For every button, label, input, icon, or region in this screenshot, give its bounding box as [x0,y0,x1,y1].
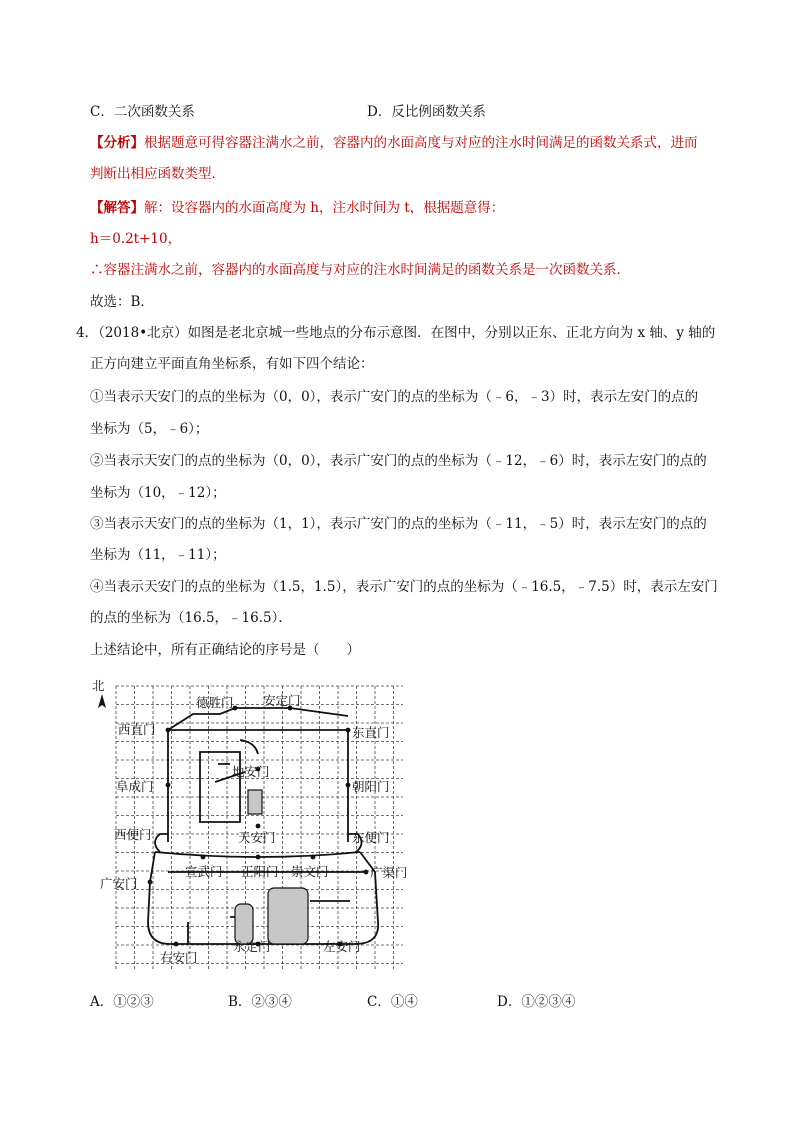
label-yongdingmen: 永定门 [233,939,271,954]
answer-b: B．②③④ [228,994,292,1010]
analysis-tag: 【分析】 [90,135,144,151]
shichahai-road [240,740,258,754]
point-xuanwumen [201,855,206,860]
solution-text: 解：设容器内的水面高度为 h，注水时间为 t，根据题意得： [144,200,505,216]
label-xuanwumen: 宣武门 [185,864,223,879]
label-chaoyangmen: 朝阳门 [352,779,390,794]
q4-c3b: 坐标为（11，﹣11）； [90,547,226,563]
point-chongwenmen [311,855,316,860]
label-fuchengmen: 阜成门 [116,779,154,794]
option-d: D．反比例函数关系 [367,104,486,120]
point-xizhimen [166,728,171,733]
label-zuoanmen: 左安门 [323,939,361,954]
q4-c1b: 坐标为（5，﹣6）； [90,421,209,437]
answer-a: A．①②③ [90,994,154,1010]
solution-line-1 [90,199,504,217]
analysis-text: 根据题意可得容器注满水之前，容器内的水面高度与对应的注水时间满足的函数关系式，进而 [144,135,698,151]
north-arrow-icon [98,694,106,708]
label-youanmen: 右安门 [160,950,198,965]
answer-d: D．①②③④ [497,994,576,1010]
solution-tag: 【解答】 [90,200,144,216]
north-wall [168,708,348,730]
q4-c3a: ③当表示天安门的点的坐标为（1，1），表示广安门的点的坐标为（﹣11，﹣5）时，表示左安门的点的 [90,516,707,532]
q4-c2a: ②当表示天安门的点的坐标为（0，0），表示广安门的点的坐标为（﹣12，﹣6）时，表示左安门的点的 [90,453,707,469]
xibianmen-corner [155,834,168,852]
point-fuchengmen [166,783,171,788]
q4-prompt: 上述结论中，所有正确结论的序号是（ ） [90,642,360,658]
label-chongwenmen: 崇文门 [291,864,329,879]
label-dianmen: 地安门 [232,764,270,779]
temple-of-agriculture [235,904,253,944]
point-chaoyangmen [346,783,351,788]
temple-of-heaven [268,888,308,944]
point-zhengyangmen [256,855,261,860]
q4-c2b: 坐标为（10，﹣12）； [90,485,226,501]
label-deshengmen: 德胜门 [196,695,234,710]
map-svg [90,672,430,977]
q4-line-2: 正方向建立平面直角坐标系，有如下四个结论： [90,356,374,372]
q4-line-1: 4．（2018•北京）如图是老北京城一些地点的分布示意图．在图中，分别以正东、正北方向为 x 轴、y 轴的 [76,325,716,341]
label-xizhimen: 西直门 [118,722,156,737]
label-guanganmen: 广安门 [100,876,138,891]
label-andingmen: 安定门 [263,693,301,708]
answer-c: C．①④ [367,994,418,1010]
analysis-line-1 [90,134,698,152]
label-dongzhimen: 东直门 [352,725,390,740]
point-tiananmen [256,824,261,829]
point-guangqumen [364,870,369,875]
solution-conclusion: ∴容器注满水之前，容器内的水面高度与对应的注水时间满足的函数关系是一次函数关系． [90,262,630,278]
point-guanganmen [148,880,153,885]
q4-c4b: 的点的坐标为（16.5，﹣16.5）． [90,610,292,626]
beijing-map-figure [90,672,430,977]
solution-answer: 故选：B． [90,294,154,310]
point-dongzhimen [346,728,351,733]
solution-formula: h＝0.2t+10， [90,231,182,247]
q4-c1a: ①当表示天安门的点的坐标为（0，0），表示广安门的点的坐标为（﹣6，﹣3）时，表示左安门的点的 [90,389,699,405]
label-zhengyangmen: 正阳门 [241,864,279,879]
north-label: 北 [92,678,105,693]
label-xibianmen: 西便门 [114,827,152,842]
label-tiananmen: 天安门 [238,830,276,845]
option-c: C．二次函数关系 [90,104,195,120]
q4-c4a: ④当表示天安门的点的坐标为（1.5，1.5），表示广安门的点的坐标为（﹣16.5，﹣7.5）时，表示左安门 [90,579,718,595]
analysis-line-2: 判断出相应函数类型． [90,166,225,182]
label-dongbianmen: 东便门 [352,830,390,845]
point-youanmen [174,942,179,947]
label-guangqumen: 广渠门 [370,865,408,880]
palace-block [248,790,262,814]
forbidden-city-outline [200,752,240,822]
